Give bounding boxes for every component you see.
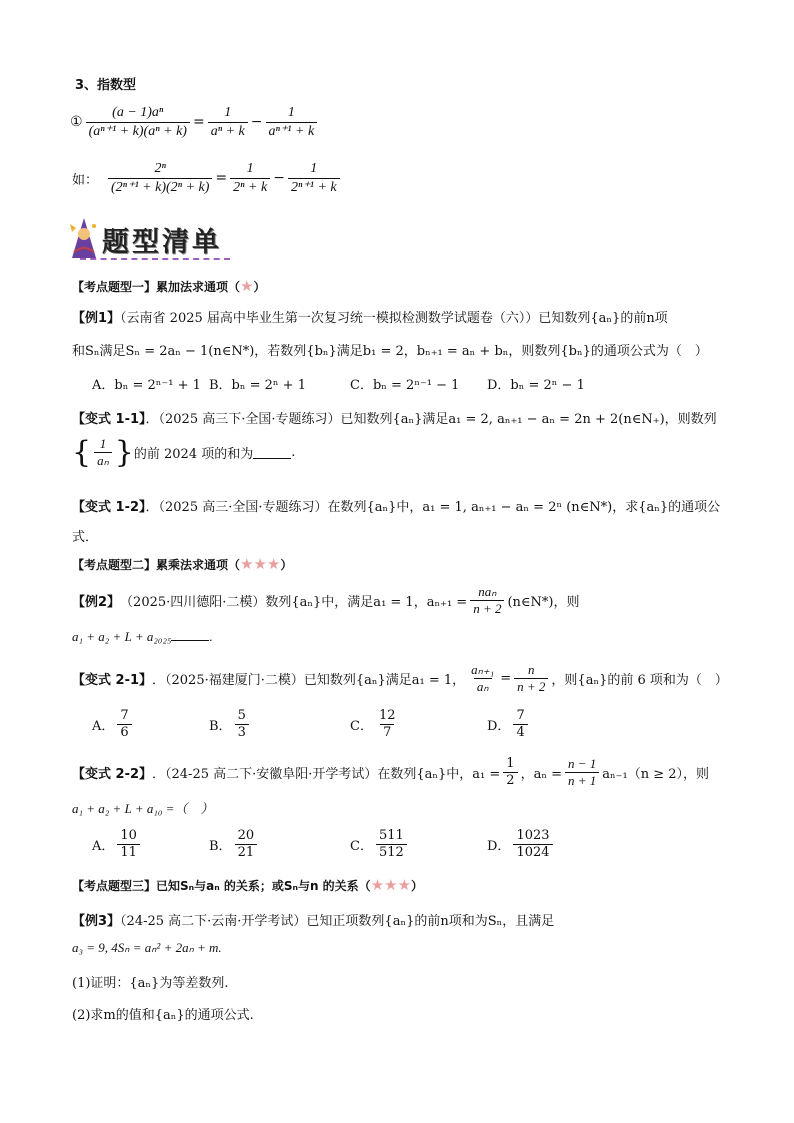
answer-blank[interactable]: [253, 446, 291, 459]
banner-title: 题型清单: [102, 227, 222, 258]
type2-header: 【考点题型二】累乘法求通项（★★★）: [72, 555, 293, 573]
variant-2-2-option-c[interactable]: C． $\frac{511}{512}$: [350, 828, 410, 862]
variant-2-2-tag: 【变式 2-2】: [72, 767, 153, 783]
variant-1-2-tag: 【变式 1-2】: [72, 500, 146, 515]
variant-2-1-option-a[interactable]: A． $\frac{7}{6}$: [92, 708, 135, 742]
example-1-option-b[interactable]: B．bₙ = 2ⁿ + 1: [209, 378, 306, 393]
section-title: 3、指数型: [75, 78, 137, 93]
example-3-question-2: (2)求m的值和{aₙ}的通项公式.: [72, 1008, 254, 1023]
wizard-icon: [66, 214, 102, 262]
example-1-option-a[interactable]: A．bₙ = 2ⁿ⁻¹ + 1: [92, 378, 201, 393]
variant-2-2-line2: a₁ + a₂ + L + a₁₀ =（ ）: [72, 801, 214, 816]
variant-1-2-line2: 式．: [72, 530, 99, 545]
variant-2-2-option-b[interactable]: B． $\frac{20}{21}$: [209, 828, 260, 862]
variant-1-1-line2: { $\frac{1}{\text{aₙ}}$ } 的前 2024 项的和为 .: [72, 434, 296, 470]
example-1-option-d[interactable]: D．bₙ = 2ⁿ − 1: [487, 378, 585, 393]
variant-1-1-tag: 【变式 1-1】: [72, 412, 146, 427]
section-banner: [66, 214, 236, 264]
variant-2-2-line1: 【变式 2-2】 ．（24-25 高二下·安徽阜阳·开学考试）在数列{aₙ}中，a₁ = $\frac{1}{2}$ ，aₙ = $\frac{n - 1}{n + 1}$ aₙ₋₁（n ≥ 2），则: [72, 756, 710, 789]
example-2-line2: a₁ + a₂ + L + a₂₀₂₅ .: [72, 629, 213, 644]
variant-2-2-option-d[interactable]: D． $\frac{1023}{1024}$: [487, 828, 556, 862]
variant-2-1-option-d[interactable]: D． $\frac{7}{4}$: [487, 708, 531, 742]
variant-2-1-option-c[interactable]: C． $\frac{12}{7}$: [350, 708, 396, 741]
example-3-tag: 【例3】: [72, 914, 121, 929]
example-3-line2: a₃ = 9, 4Sₙ = aₙ² + 2aₙ + m.: [72, 940, 222, 955]
example-2-line1: 【例2】 （2025·四川德阳·二模）数列{aₙ}中，满足a₁ = 1，aₙ₊₁ = $\frac{\text{naₙ}}{n + 2}$ (n∈N*)，则: [72, 584, 580, 617]
example-2-tag: 【例2】: [72, 595, 121, 611]
type1-header: 【考点题型一】累加法求通项（★）: [72, 277, 266, 295]
variant-2-1-tag: 【变式 2-1】: [72, 673, 153, 689]
variant-2-1-line1: 【变式 2-1】 ．（2025·福建厦门·二模）已知数列{aₙ}满足a₁ = 1， $\frac{\text{aₙ₊₁}}{\text{aₙ}}$ = $\frac{n}{n + 2}$ ，则{aₙ}的前 6 项和为（ ）: [72, 662, 728, 695]
formula-marker: ①: [70, 114, 83, 130]
example-3-question-1: (1)证明：{aₙ}为等差数列.: [72, 976, 229, 991]
example-1-line2: 和Sₙ满足Sₙ = 2aₙ − 1(n∈N*)，若数列{bₙ}满足b₁ = 2，bₙ₊₁ = aₙ + bₙ，则数列{bₙ}的通项公式为（ ）: [72, 344, 708, 359]
example-1-line1: 【例1】（云南省 2025 届高中毕业生第一次复习统一模拟检测数学试题卷（六））已知数列{aₙ}的前n项: [72, 311, 668, 326]
example-1-tag: 【例1】: [72, 311, 121, 326]
formula-2: 如： $\frac{\text{2ⁿ}}{\text{(2ⁿ⁺¹ + k)(2ⁿ + k)}}$ = $\frac{1}{\text{2ⁿ + k}}$ − $\frac{1}{\text{2ⁿ⁺¹ + k}}$: [72, 160, 343, 196]
example-1-option-c[interactable]: C．bₙ = 2ⁿ⁻¹ − 1: [350, 378, 460, 393]
star-icon: ★: [240, 277, 254, 295]
variant-2-1-option-b[interactable]: B． $\frac{5}{3}$: [209, 708, 252, 742]
formula-1-lhs: $\frac{\text{(a − 1)aⁿ}}{\text{(aⁿ⁺¹ + k)(aⁿ + k)}}$: [86, 104, 190, 140]
banner-underline: [80, 258, 230, 260]
star-icon: ★★★: [240, 555, 281, 573]
variant-1-1-line1: 【变式 1-1】．（2025 高三下·全国·专题练习）已知数列{aₙ}满足a₁ = 2, aₙ₊₁ − aₙ = 2n + 2(n∈N₊)，则数列: [72, 412, 717, 427]
star-icon: ★★★: [370, 876, 412, 894]
answer-blank[interactable]: [171, 628, 209, 641]
variant-2-2-option-a[interactable]: A． $\frac{10}{11}$: [92, 828, 143, 862]
type3-header: 【考点题型三】已知Sₙ与aₙ 的关系；或Sₙ与n 的关系（★★★）: [72, 876, 424, 894]
formula-1: ① $\frac{\text{(a − 1)aⁿ}}{\text{(aⁿ⁺¹ + k)(aⁿ + k)}}$ = $\frac{1}{\text{aⁿ + k}}$ − $\frac{1}{\text{aⁿ⁺¹ + k}}$: [70, 104, 320, 140]
formula-example-prefix: 如：: [72, 172, 99, 188]
variant-1-2-line1: 【变式 1-2】．（2025 高三·全国·专题练习）在数列{aₙ}中，a₁ = 1, aₙ₊₁ − aₙ = 2ⁿ (n∈N*)，求{aₙ}的通项公: [72, 500, 721, 515]
example-3-line1: 【例3】（24-25 高二下·云南·开学考试）已知正项数列{aₙ}的前n项和为Sₙ，且满足: [72, 914, 555, 929]
